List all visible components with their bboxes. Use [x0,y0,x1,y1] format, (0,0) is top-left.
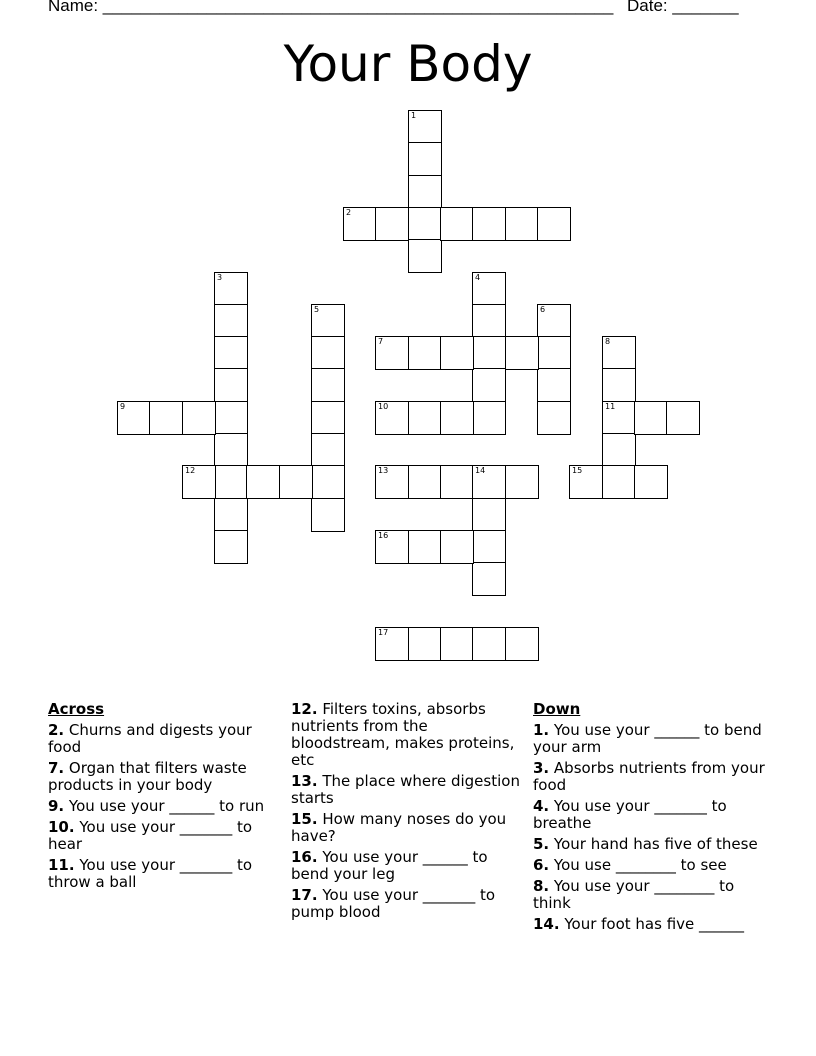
across-clue [48,798,270,815]
clue-number: 14. [533,915,560,933]
grid-cell[interactable] [505,465,539,499]
across-clue [48,722,270,756]
grid-cell[interactable] [408,627,442,661]
down-clue [533,722,773,756]
across-clue [48,819,270,853]
clue-text: You use your ________ to think [533,877,735,912]
clue-number: 17 [378,628,389,637]
grid-cell[interactable] [214,272,248,306]
grid-cell[interactable] [375,627,409,661]
across-clue [291,811,523,845]
grid-cell[interactable] [214,368,248,402]
grid-cell[interactable] [214,498,248,532]
grid-cell[interactable] [602,336,636,370]
clue-number: 3 [217,273,223,282]
grid-cell[interactable] [408,336,442,370]
across-clues-column-2 [291,701,523,925]
clue-text: You use your _______ to pump blood [291,886,496,921]
grid-cell[interactable] [408,175,442,209]
clue-number: 13 [378,466,389,475]
clue-number: 4 [475,273,481,282]
grid-cell[interactable] [408,401,442,435]
grid-cell[interactable] [537,207,571,241]
grid-cell[interactable] [375,401,409,435]
date-field[interactable]: Date: _______ [627,0,739,15]
grid-cell[interactable] [214,336,248,370]
grid-cell[interactable] [505,336,539,370]
grid-cell[interactable] [440,336,474,370]
grid-cell[interactable] [440,465,474,499]
clue-number: 11. [48,856,75,874]
grid-cell[interactable] [537,368,571,402]
clue-number: 3. [533,759,550,777]
grid-cell[interactable] [149,401,183,435]
grid-cell[interactable] [440,207,474,241]
grid-cell[interactable] [472,336,506,370]
grid-cell[interactable] [569,465,603,499]
grid-cell[interactable] [343,207,377,241]
grid-cell[interactable] [311,433,345,467]
clue-number: 15. [291,810,318,828]
grid-cell[interactable] [472,401,506,435]
down-clue [533,916,773,933]
clue-number: 11 [605,402,616,411]
page-title: Your Body [283,35,533,93]
clue-number: 1 [411,111,417,120]
clue-number: 1. [533,721,550,739]
grid-cell[interactable] [214,401,248,435]
grid-cell[interactable] [375,336,409,370]
clue-number: 12 [185,466,196,475]
grid-cell[interactable] [311,368,345,402]
clue-number: 10 [378,402,389,411]
clue-text: You use your ______ to bend your arm [533,721,762,756]
clue-number: 14 [475,466,486,475]
grid-cell[interactable] [440,401,474,435]
grid-cell[interactable] [279,465,313,499]
clue-text: Absorbs nutrients from your food [533,759,765,794]
clue-number: 8. [533,877,550,895]
grid-cell[interactable] [634,401,668,435]
grid-cell[interactable] [440,627,474,661]
grid-cell[interactable] [472,304,506,338]
grid-cell[interactable] [311,401,345,435]
clue-number: 2 [346,208,352,217]
across-clue [291,887,523,921]
clue-number: 9. [48,797,65,815]
grid-cell[interactable] [472,207,506,241]
across-clue [291,773,523,807]
grid-cell[interactable] [182,401,216,435]
clue-number: 15 [572,466,583,475]
clue-number: 6. [533,856,550,874]
clue-number: 7. [48,759,65,777]
clue-text: You use your _______ to breathe [533,797,727,832]
grid-cell[interactable] [602,401,636,435]
clue-number: 2. [48,721,65,739]
across-clue [291,849,523,883]
grid-cell[interactable] [634,465,668,499]
grid-cell[interactable] [472,627,506,661]
grid-cell[interactable] [408,465,442,499]
clue-text: You use ________ to see [549,856,727,874]
clue-number: 12. [291,700,318,718]
grid-cell[interactable] [375,207,409,241]
across-clue [48,857,270,891]
grid-cell[interactable] [311,336,345,370]
clue-text: You use your _______ to throw a ball [48,856,253,891]
clue-text: You use your ______ to run [64,797,265,815]
grid-cell[interactable] [408,110,442,144]
grid-cell[interactable] [311,304,345,338]
grid-cell[interactable] [537,401,571,435]
down-clue [533,798,773,832]
clue-number: 8 [605,337,611,346]
clue-number: 5. [533,835,550,853]
clue-text: Filters toxins, absorbs nutrients from the bloodstream, makes proteins, etc [291,700,515,769]
clue-text: You use your ______ to bend your leg [291,848,488,883]
grid-cell[interactable] [602,368,636,402]
grid-cell[interactable] [537,304,571,338]
clue-number: 17. [291,886,318,904]
clue-number: 5 [314,305,320,314]
grid-cell[interactable] [246,465,280,499]
grid-cell[interactable] [214,304,248,338]
clue-number: 6 [540,305,546,314]
grid-cell[interactable] [214,530,248,564]
clue-number: 16. [291,848,318,866]
grid-cell[interactable] [602,433,636,467]
grid-cell[interactable] [666,401,700,435]
across-heading: Across [48,700,105,718]
down-clue [533,760,773,794]
clue-number: 16 [378,531,389,540]
grid-cell[interactable] [472,368,506,402]
clue-text: Churns and digests your food [48,721,252,756]
across-clues-column-1 [48,701,270,895]
grid-cell[interactable] [408,239,442,273]
grid-cell[interactable] [375,530,409,564]
grid-cell[interactable] [408,530,442,564]
clue-text: Your hand has five of these [549,835,758,853]
grid-cell[interactable] [505,627,539,661]
down-clues-column [533,701,773,937]
down-heading: Down [533,700,581,718]
grid-cell[interactable] [472,530,506,564]
grid-cell[interactable] [214,465,248,499]
grid-cell[interactable] [117,401,151,435]
grid-cell[interactable] [311,465,345,499]
clue-number: 7 [378,337,384,346]
clue-text: The place where digestion starts [291,772,520,807]
grid-cell[interactable] [537,336,571,370]
grid-cell[interactable] [472,498,506,532]
grid-cell[interactable] [472,272,506,306]
grid-cell[interactable] [214,433,248,467]
grid-cell[interactable] [602,465,636,499]
down-clue [533,857,773,874]
grid-cell[interactable] [182,465,216,499]
clue-number: 9 [120,402,126,411]
down-clue [533,836,773,853]
grid-cell[interactable] [505,207,539,241]
grid-cell[interactable] [440,530,474,564]
down-clue [533,878,773,912]
name-field[interactable]: Name: ______________________________________________________ [48,0,614,15]
clue-number: 13. [291,772,318,790]
grid-cell[interactable] [472,465,506,499]
grid-cell[interactable] [408,142,442,176]
clue-number: 4. [533,797,550,815]
grid-cell[interactable] [472,562,506,596]
grid-cell[interactable] [375,465,409,499]
clue-text: Your foot has five ______ [559,915,745,933]
grid-cell[interactable] [311,498,345,532]
across-clue [291,701,523,769]
grid-cell[interactable] [408,207,442,241]
clue-text: Organ that filters waste products in your body [48,759,247,794]
across-clue [48,760,270,794]
clue-text: How many noses do you have? [291,810,507,845]
clue-number: 10. [48,818,75,836]
clue-text: You use your _______ to hear [48,818,253,853]
